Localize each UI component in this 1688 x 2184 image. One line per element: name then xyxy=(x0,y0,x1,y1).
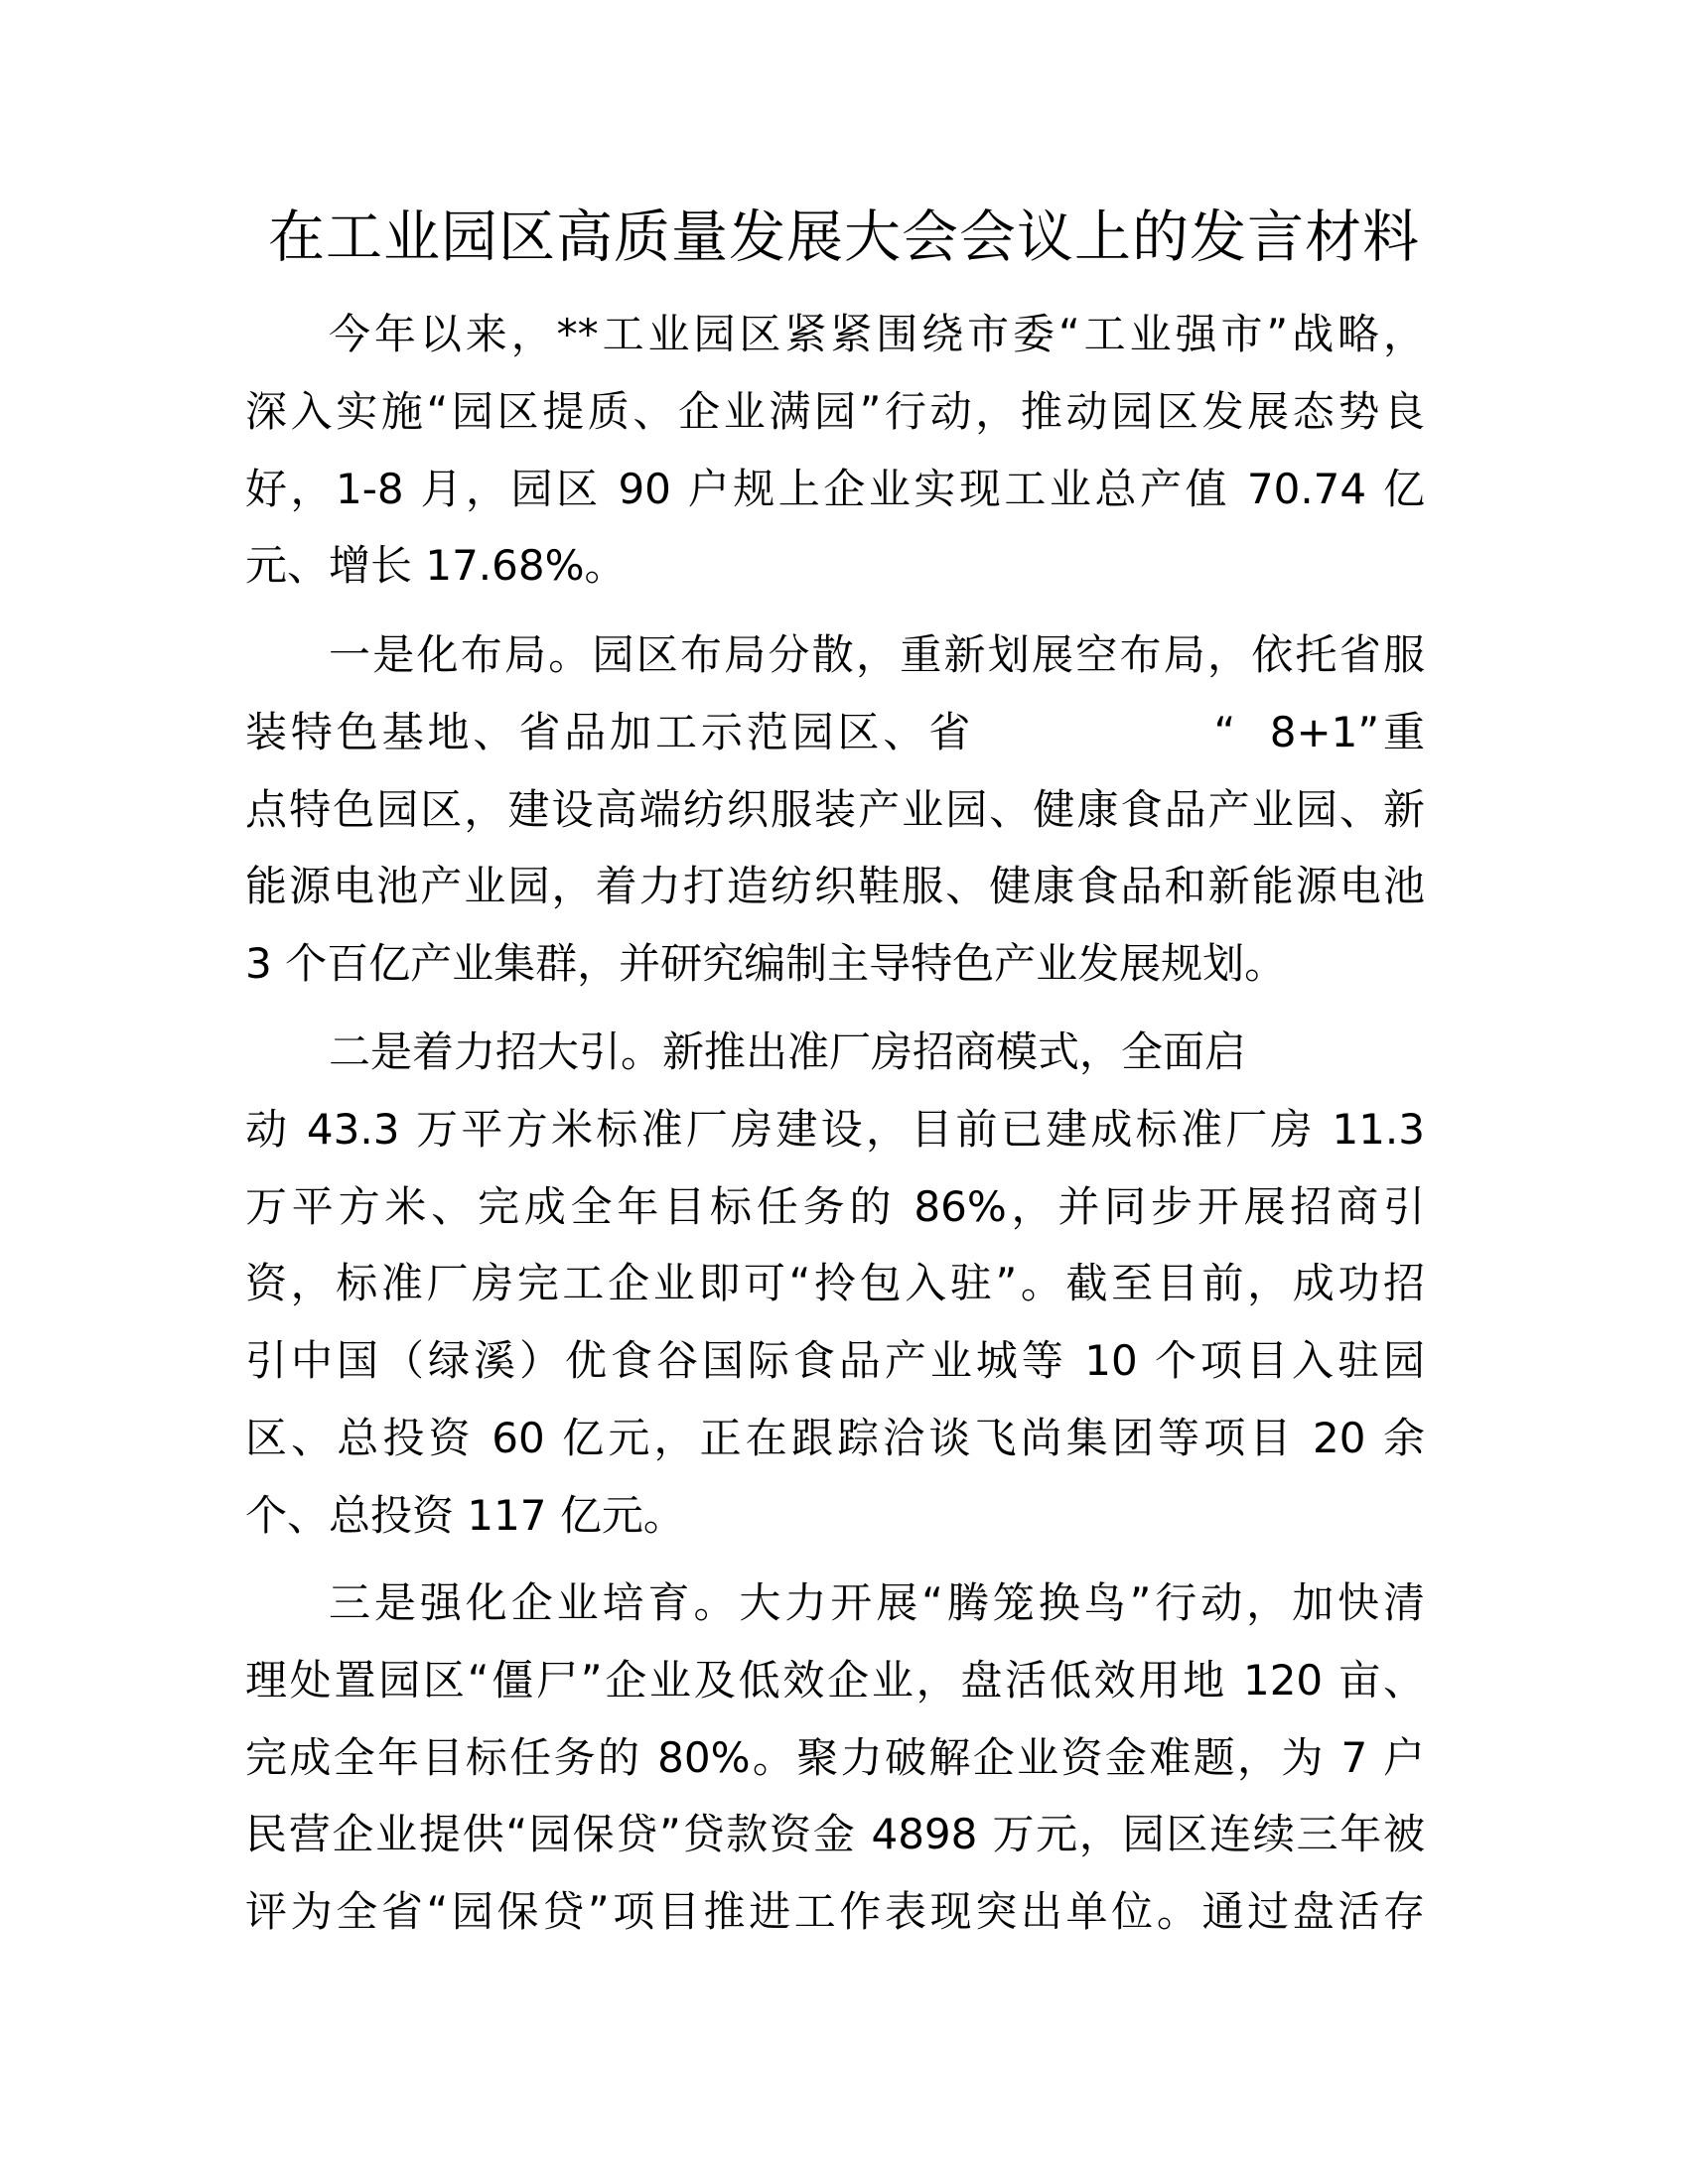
paragraph-3-line: 动 43.3 万平方米标准厂房建设，目前已建成标准厂房 11.3 xyxy=(245,1104,1425,1154)
paragraph-3-line: 二是着力招大引。新推出准厂房招商模式，全面启 xyxy=(329,1027,1247,1076)
paragraph-3-line: 个、总投资 117 亿元。 xyxy=(245,1490,685,1540)
paragraph-4-line: 民营企业提供“园保贷”贷款资金 4898 万元，园区连续三年被 xyxy=(245,1810,1425,1859)
paragraph-4-line: 三是强化企业培育。大力开展“腾笼换鸟”行动，加快清 xyxy=(329,1578,1425,1627)
document-title: 在工业园区高质量发展大会会议上的发言材料 xyxy=(268,205,1420,270)
paragraph-2-line: 一是化布局。园区布局分散，重新划展空布局，依托省服 xyxy=(329,630,1425,679)
paragraph-1-line: 今年以来，**工业园区紧紧围绕市委“工业强市”战略， xyxy=(329,310,1425,358)
paragraph-4-line: 评为全省“园保贷”项目推进工作表现突出单位。通过盘活存 xyxy=(245,1887,1425,1937)
paragraph-4-line: 完成全年目标任务的 80%。聚力破解企业资金难题，为 7 户 xyxy=(245,1732,1425,1782)
paragraph-2-line: 能源电池产业园，着力打造纺织鞋服、健康食品和新能源电池 xyxy=(245,862,1425,911)
paragraph-1-line: 元、增长 17.68%。 xyxy=(245,541,627,591)
paragraph-2-line: 点特色园区，建设高端纺织服装产业园、健康食品产业园、新 xyxy=(245,784,1425,834)
paragraph-2-line: 3 个百亿产业集群，并研究编制主导特色产业发展规划。 xyxy=(245,939,1287,989)
paragraph-1-line: 深入实施“园区提质、企业满园”行动，推动园区发展态势良 xyxy=(245,386,1425,436)
paragraph-3-line: 引中国（绿溪）优食谷国际食品产业城等 10 个项目入驻园 xyxy=(245,1336,1425,1386)
paragraph-4-line: 理处置园区“僵尸”企业及低效企业，盘活低效用地 120 亩、 xyxy=(245,1655,1425,1705)
paragraph-3-line: 万平方米、完成全年目标任务的 86%，并同步开展招商引 xyxy=(245,1181,1425,1231)
paragraph-3-line: 资，标准厂房完工企业即可“拎包入驻”。截至目前，成功招 xyxy=(245,1259,1425,1308)
paragraph-2-line: 装特色基地、省品加工示范园区、省 “ 8+1”重 xyxy=(245,707,1425,756)
paragraph-3-line: 区、总投资 60 亿元，正在跟踪洽谈飞尚集团等项目 20 余 xyxy=(245,1414,1425,1462)
paragraph-1-line: 好，1-8 月，园区 90 户规上企业实现工业总产值 70.74 亿 xyxy=(245,464,1425,513)
